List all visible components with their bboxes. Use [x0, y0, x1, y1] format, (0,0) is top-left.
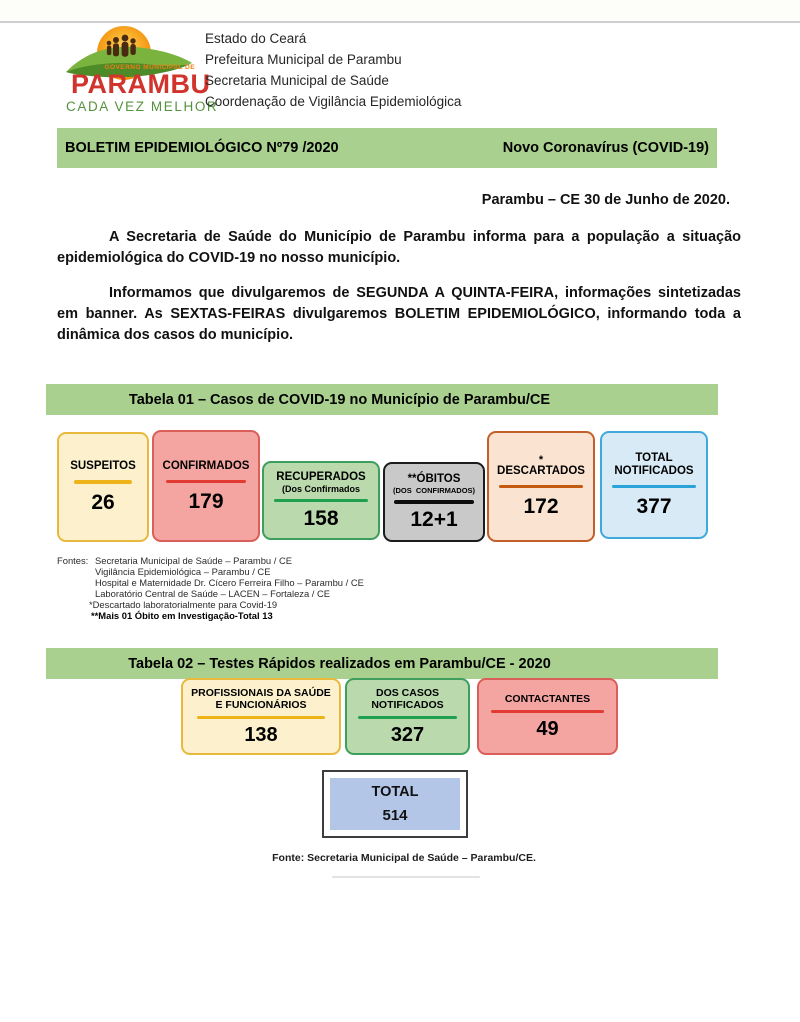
card-divider — [491, 710, 603, 713]
source-note-descartado: *Descartado laboratorialmente para Covid-19 — [89, 599, 278, 610]
logo-slogan-text: CADA VEZ MELHOR — [66, 99, 219, 114]
source-line: Laboratório Central de Saúde – LACEN – Fortaleza / CE — [95, 588, 331, 599]
card-total-notificados — [600, 431, 708, 539]
page-top-margin — [0, 0, 800, 21]
card-profissionais-saude — [181, 678, 341, 755]
card-value: 158 — [303, 507, 339, 530]
card-value: 26 — [91, 491, 115, 514]
card-value: 327 — [390, 723, 425, 746]
org-header — [205, 28, 461, 112]
card-title-line1: TOTAL — [635, 452, 673, 464]
card-title-line2: NOTIFICADOS — [614, 465, 694, 477]
org-line-prefeitura: Prefeitura Municipal de Parambu — [205, 52, 402, 67]
card-divider — [74, 480, 131, 484]
card-suspeitos — [57, 432, 149, 542]
sources-label: Fontes: — [57, 555, 89, 566]
card-casos-notificados — [345, 678, 470, 755]
logo-name-text: PARAMBU — [71, 69, 211, 99]
card-title: DESCARTADOS — [497, 464, 585, 477]
card-subtitle: (Dos Confirmados — [281, 484, 360, 494]
card-divider — [499, 485, 582, 488]
total-value: 514 — [382, 807, 408, 824]
org-line-secretaria: Secretaria Municipal de Saúde — [205, 73, 389, 88]
parambu-logo — [64, 25, 219, 114]
card-value: 377 — [636, 495, 672, 518]
card-title: **ÓBITOS — [407, 473, 461, 485]
dateline: Parambu – CE 30 de Junho de 2020. — [481, 192, 730, 208]
card-title-line1: PROFISSIONAIS DA SAÚDE — [191, 686, 331, 699]
card-value: 138 — [244, 723, 278, 746]
card-divider — [612, 485, 695, 488]
total-box — [322, 770, 468, 838]
card-title-line1: DOS CASOS — [375, 686, 439, 699]
total-box-inner — [330, 778, 460, 830]
footer-source: Fonte: Secretaria Municipal de Saúde – Parambu/CE. — [272, 852, 536, 864]
card-divider — [166, 480, 245, 483]
card-title: SUSPEITOS — [70, 460, 136, 472]
intro-paragraph: A Secretaria de Saúde do Município de Parambu informa para a população a situação epidemiológica do COVID-19 no nosso município. — [57, 229, 741, 266]
source-line: Hospital e Maternidade Dr. Cícero Ferreira Filho – Parambu / CE — [95, 577, 364, 588]
tabela02-title-bar: Tabela 02 – Testes Rápidos realizados em Parambu/CE - 2020 — [46, 648, 718, 679]
card-confirmados — [152, 430, 260, 542]
card-descartados — [487, 431, 595, 542]
bulletin-number: BOLETIM EPIDEMIOLÓGICO Nº79 /2020 — [65, 140, 339, 156]
page-edge-line — [0, 21, 800, 23]
card-divider — [358, 716, 457, 719]
tabela01-title-bar: Tabela 01 – Casos de COVID-19 no Município de Parambu/CE — [46, 384, 718, 415]
source-line: Secretaria Municipal de Saúde – Parambu / CE — [95, 555, 292, 566]
card-asterisk: * — [538, 453, 544, 466]
card-divider — [197, 716, 325, 719]
card-value: 49 — [536, 717, 559, 740]
org-line-coordenacao: Coordenação de Vigilância Epidemiológica — [205, 94, 462, 109]
org-line-state: Estado do Ceará — [205, 31, 307, 46]
logo-gov-text: GOVERNO MUNICIPAL DE — [104, 64, 195, 71]
card-divider — [274, 499, 367, 502]
bulletin-subject: Novo Coronavírus (COVID-19) — [502, 140, 709, 156]
card-title-line2: NOTIFICADOS — [371, 698, 444, 711]
card-value: 179 — [188, 489, 224, 513]
source-line: Vigilância Epidemiológica – Parambu / CE — [95, 566, 271, 577]
card-contactantes — [477, 678, 618, 755]
source-note-obito: **Mais 01 Óbito em Investigação-Total 13 — [91, 610, 273, 621]
total-label: TOTAL — [371, 784, 419, 800]
card-divider — [394, 500, 474, 504]
sources-block — [57, 555, 364, 621]
card-title-line2: E FUNCIONÁRIOS — [215, 698, 307, 711]
bulletin-title-bar — [57, 128, 717, 168]
card-subtitle: (DOS CONFIRMADOS) — [392, 486, 476, 495]
card-recuperados — [262, 461, 380, 540]
schedule-paragraph: Informamos que divulgaremos de SEGUNDA A QUINTA-FEIRA, informações sintetizadas em banner. As SEXTAS-FEIRAS divulgaremos BOLETIM EPIDEMIOLÓGICO, informando toda a dinâmica dos casos do município. — [57, 285, 741, 343]
card-obitos — [383, 462, 485, 542]
card-value: 12+1 — [410, 508, 458, 531]
card-title: CONFIRMADOS — [162, 459, 250, 472]
scan-artifact — [332, 876, 480, 878]
card-title: RECUPERADOS — [276, 471, 366, 483]
card-value: 172 — [523, 494, 559, 518]
card-title: CONTACTANTES — [504, 692, 591, 705]
